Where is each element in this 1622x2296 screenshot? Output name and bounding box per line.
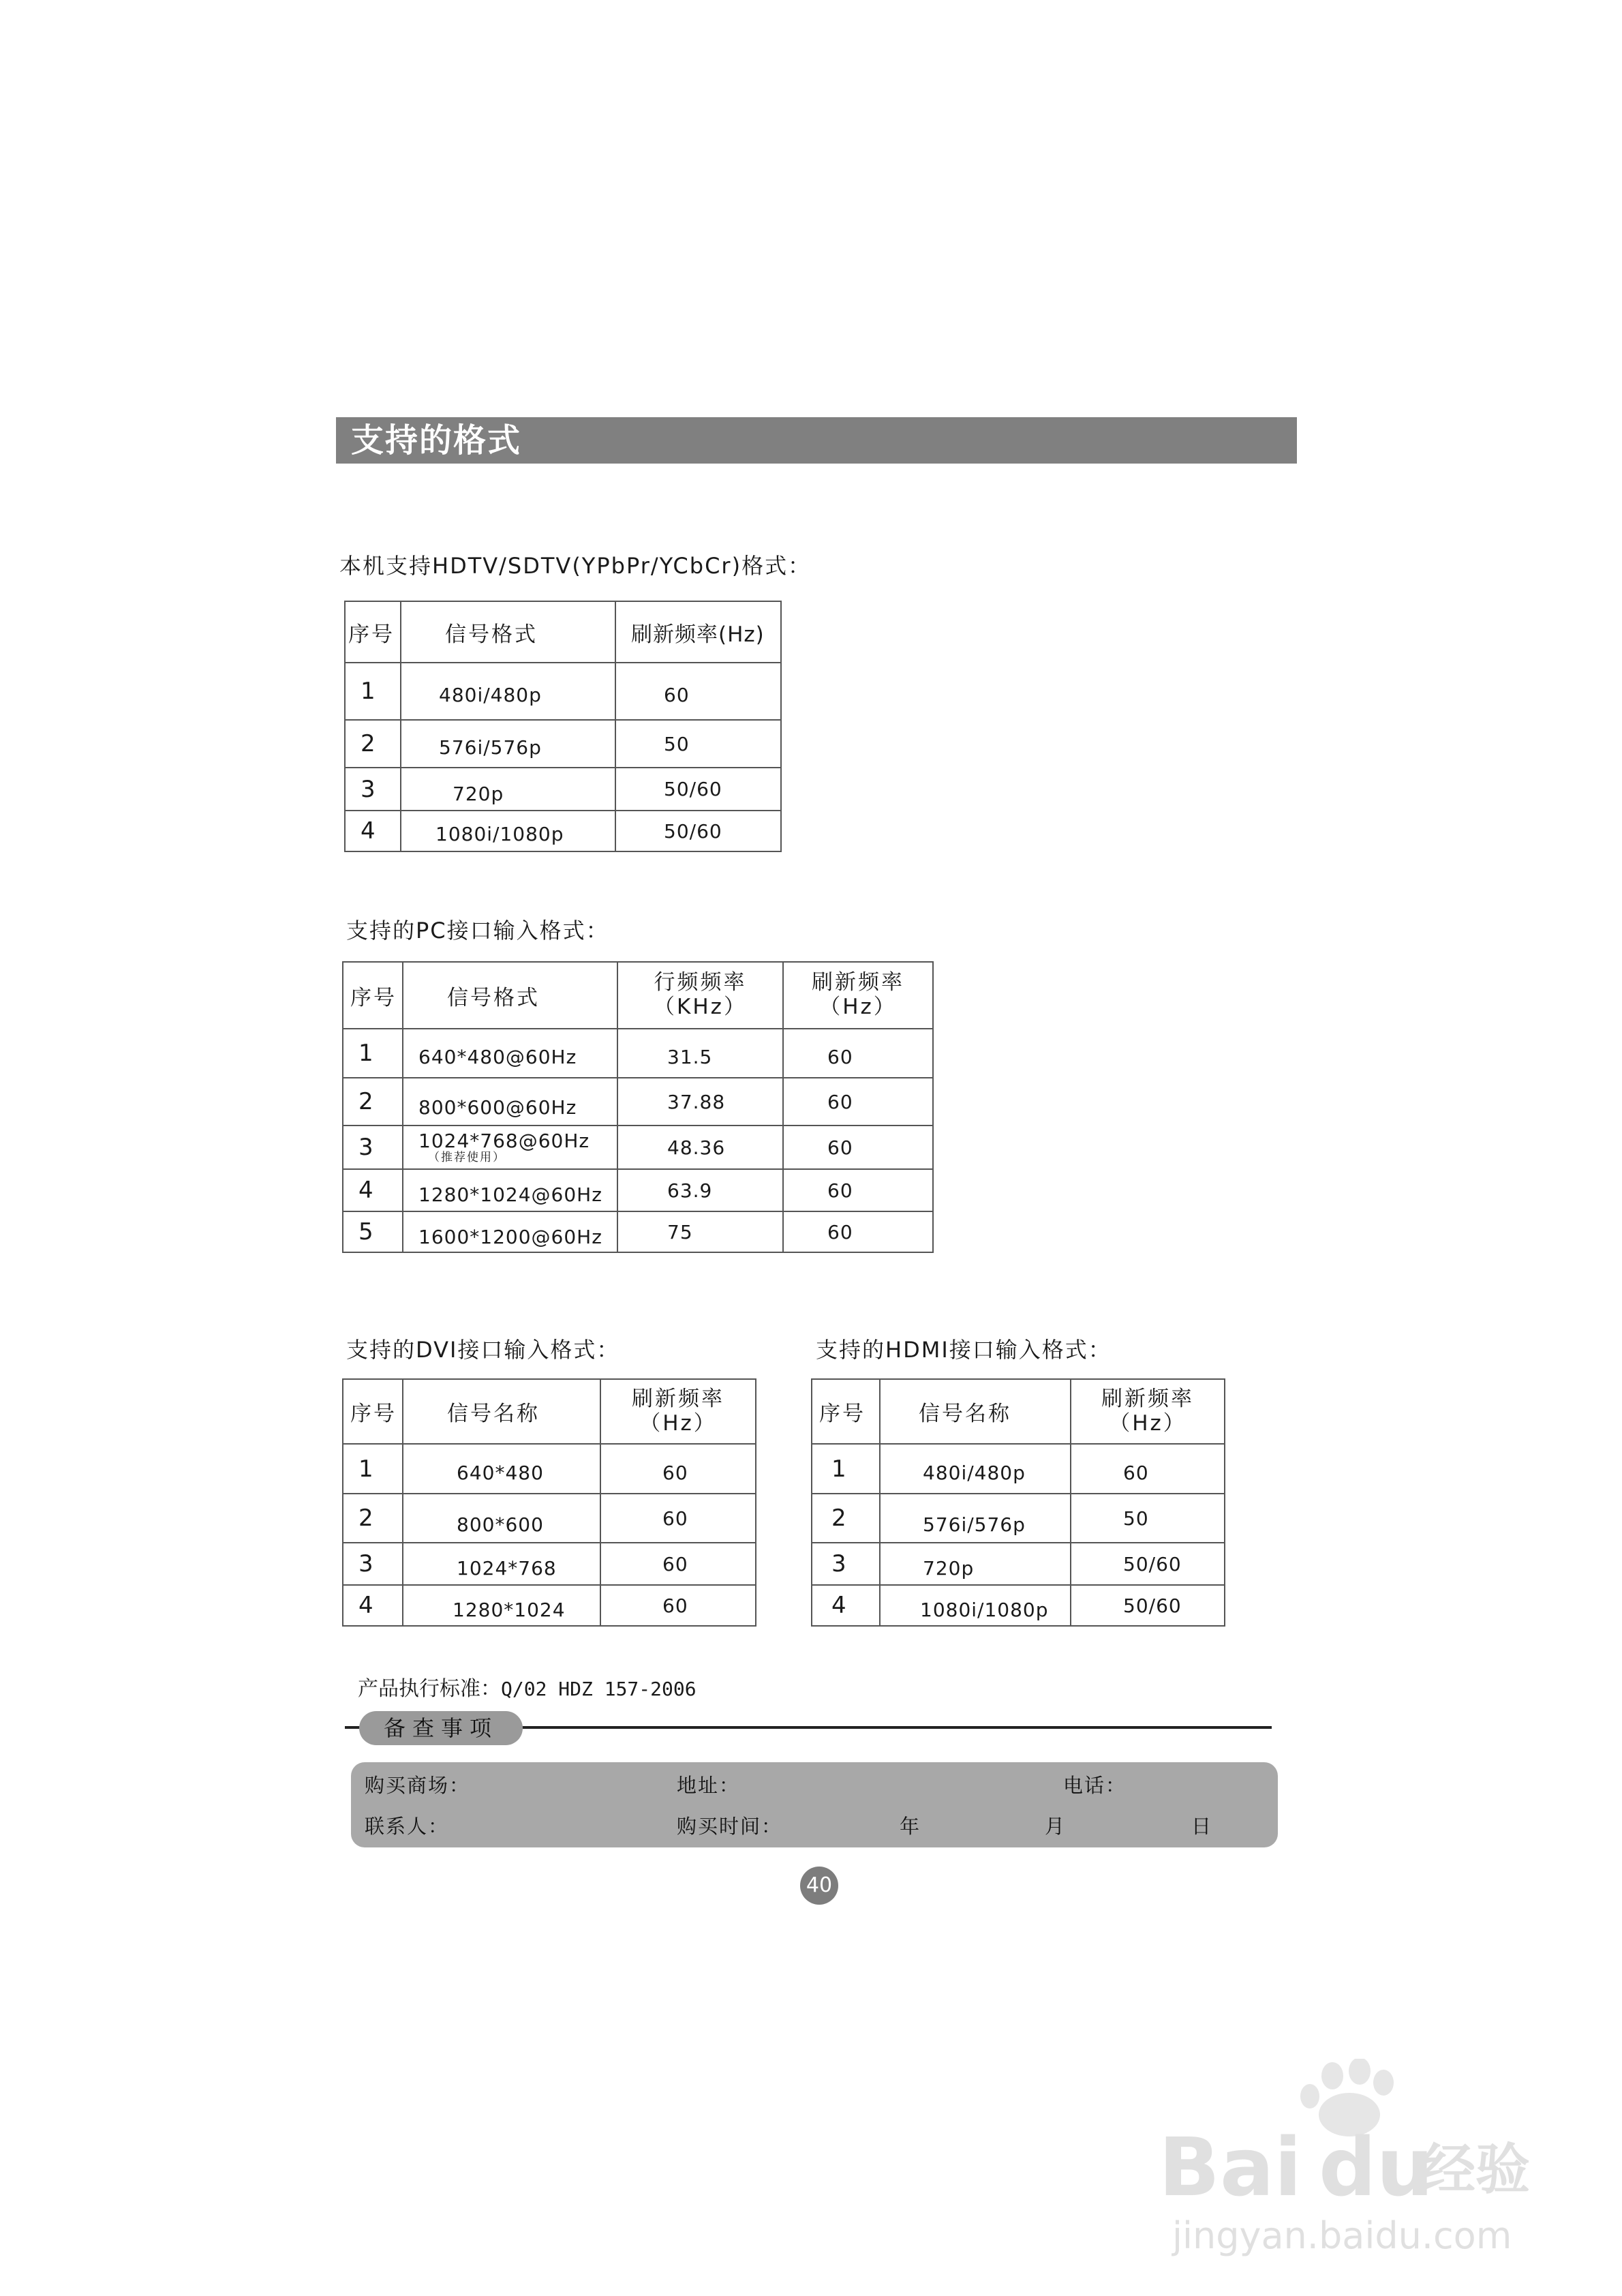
table-row xyxy=(343,1494,756,1543)
signal-format: 1080i/1080p xyxy=(401,811,615,851)
refresh-rate: 60 xyxy=(783,1211,933,1252)
pc-caption: 支持的PC接口输入格式： xyxy=(346,918,609,943)
signal-name: 720p xyxy=(880,1543,1071,1585)
dvi-caption: 支持的DVI接口输入格式： xyxy=(346,1337,620,1363)
refresh-rate: 60 xyxy=(783,1029,933,1078)
row-index: 2 xyxy=(343,1494,403,1543)
refresh-rate: 50 xyxy=(1071,1494,1225,1543)
table-row xyxy=(343,1585,756,1626)
signal-name: 1080i/1080p xyxy=(880,1585,1071,1626)
table-header: 序号 xyxy=(345,601,401,663)
recommended-note: （推荐使用） xyxy=(428,1150,506,1164)
refresh-rate: 50/60 xyxy=(615,768,781,811)
line-frequency: 31.5 xyxy=(617,1029,783,1078)
table-row xyxy=(812,1494,1225,1543)
table-row xyxy=(812,1585,1225,1626)
row-index: 2 xyxy=(343,1078,403,1126)
table-header: 信号名称 xyxy=(403,1379,600,1444)
line-frequency: 37.88 xyxy=(617,1078,783,1126)
row-index: 5 xyxy=(343,1211,403,1252)
signal-name: 576i/576p xyxy=(880,1494,1071,1543)
row-index: 4 xyxy=(343,1169,403,1211)
signal-format: 1280*1024@60Hz xyxy=(403,1169,617,1211)
table-header: 序号 xyxy=(812,1379,880,1444)
line-frequency: 75 xyxy=(617,1211,783,1252)
store-label: 购买商场： xyxy=(365,1774,471,1797)
standard-label: 产品执行标准： xyxy=(358,1677,501,1701)
table-row xyxy=(343,1078,933,1126)
hdmi-table xyxy=(811,1378,1225,1627)
hdtv-caption: 本机支持HDTV/SDTV(YPbPr/YCbCr)格式： xyxy=(339,553,812,579)
table-row xyxy=(345,768,781,811)
line-frequency: 63.9 xyxy=(617,1169,783,1211)
table-header: 刷新频率 （Hz） xyxy=(783,962,933,1029)
refresh-rate: 60 xyxy=(615,663,781,720)
hdmi-caption: 支持的HDMI接口输入格式： xyxy=(816,1337,1112,1363)
purchase-time-label: 购买时间： xyxy=(677,1815,783,1838)
refresh-rate: 50/60 xyxy=(1071,1585,1225,1626)
table-row xyxy=(343,1543,756,1585)
table-header: 刷新频率 （Hz） xyxy=(1071,1379,1225,1444)
signal-format: 720p xyxy=(401,768,615,811)
row-index: 4 xyxy=(345,811,401,851)
signal-format: 640*480@60Hz xyxy=(403,1029,617,1078)
notes-title-pill xyxy=(359,1711,523,1745)
table-header: 刷新频率(Hz) xyxy=(615,601,781,663)
month-label: 月 xyxy=(1045,1815,1067,1838)
signal-format: 576i/576p xyxy=(401,720,615,768)
signal-name: 640*480 xyxy=(403,1444,600,1494)
refresh-rate: 60 xyxy=(600,1543,756,1585)
table-header: 刷新频率 （Hz） xyxy=(600,1379,756,1444)
refresh-rate: 60 xyxy=(783,1169,933,1211)
standard-code: Q/02 HDZ 157-2006 xyxy=(501,1678,697,1700)
table-header: 信号格式 xyxy=(401,601,615,663)
year-label: 年 xyxy=(900,1815,921,1838)
refresh-rate: 50/60 xyxy=(1071,1543,1225,1585)
signal-name: 1024*768 xyxy=(403,1543,600,1585)
table-row xyxy=(812,1444,1225,1494)
refresh-rate: 50 xyxy=(615,720,781,768)
signal-name: 1280*1024 xyxy=(403,1585,600,1626)
refresh-rate: 60 xyxy=(783,1078,933,1126)
row-index: 2 xyxy=(812,1494,880,1543)
row-index: 1 xyxy=(812,1444,880,1494)
product-standard xyxy=(358,1672,697,1702)
phone-label: 电话： xyxy=(1063,1774,1127,1797)
row-index: 4 xyxy=(343,1585,403,1626)
watermark-brand-du: du xyxy=(1319,2120,1434,2214)
section-title-bar xyxy=(336,417,1297,464)
row-index: 3 xyxy=(343,1126,403,1169)
row-index: 3 xyxy=(345,768,401,811)
day-label: 日 xyxy=(1191,1815,1213,1838)
table-header: 序号 xyxy=(343,1379,403,1444)
table-row xyxy=(345,811,781,851)
table-row xyxy=(343,1444,756,1494)
watermark-url: jingyan.baidu.com xyxy=(1172,2214,1512,2256)
table-row xyxy=(343,1126,933,1169)
line-frequency: 48.36 xyxy=(617,1126,783,1169)
watermark-brand-cn: 经验 xyxy=(1421,2138,1530,2201)
table-header: 序号 xyxy=(343,962,403,1029)
row-index: 4 xyxy=(812,1585,880,1626)
signal-name: 800*600 xyxy=(403,1494,600,1543)
watermark-brand: Bai xyxy=(1159,2120,1302,2214)
row-index: 3 xyxy=(812,1543,880,1585)
baidu-watermark xyxy=(1159,2059,1540,2256)
table-row xyxy=(343,1211,933,1252)
row-index: 1 xyxy=(343,1029,403,1078)
signal-format: 1024*768@60Hz （推荐使用） xyxy=(403,1126,617,1169)
row-index: 1 xyxy=(345,663,401,720)
refresh-rate: 60 xyxy=(600,1444,756,1494)
contact-label: 联系人： xyxy=(365,1815,450,1838)
signal-format: 1600*1200@60Hz xyxy=(403,1211,617,1252)
refresh-rate: 50/60 xyxy=(615,811,781,851)
table-row xyxy=(343,1029,933,1078)
page-number: 40 xyxy=(800,1867,838,1905)
table-header: 行频频率 （KHz） xyxy=(617,962,783,1029)
table-row xyxy=(345,720,781,768)
row-index: 2 xyxy=(345,720,401,768)
table-row xyxy=(345,663,781,720)
table-row xyxy=(343,1169,933,1211)
pc-table xyxy=(342,961,934,1253)
dvi-table xyxy=(342,1378,756,1627)
table-header: 信号名称 xyxy=(880,1379,1071,1444)
signal-name: 480i/480p xyxy=(880,1444,1071,1494)
notes-title: 备查事项 xyxy=(383,1715,498,1741)
notes-box xyxy=(351,1762,1278,1847)
refresh-rate: 60 xyxy=(600,1585,756,1626)
hdtv-table xyxy=(344,601,782,852)
signal-format: 800*600@60Hz xyxy=(403,1078,617,1126)
refresh-rate: 60 xyxy=(783,1126,933,1169)
address-label: 地址： xyxy=(677,1774,741,1797)
page-title: 支持的格式 xyxy=(351,421,522,459)
row-index: 1 xyxy=(343,1444,403,1494)
table-row xyxy=(812,1543,1225,1585)
row-index: 3 xyxy=(343,1543,403,1585)
refresh-rate: 60 xyxy=(1071,1444,1225,1494)
signal-format: 480i/480p xyxy=(401,663,615,720)
refresh-rate: 60 xyxy=(600,1494,756,1543)
table-header: 信号格式 xyxy=(403,962,617,1029)
